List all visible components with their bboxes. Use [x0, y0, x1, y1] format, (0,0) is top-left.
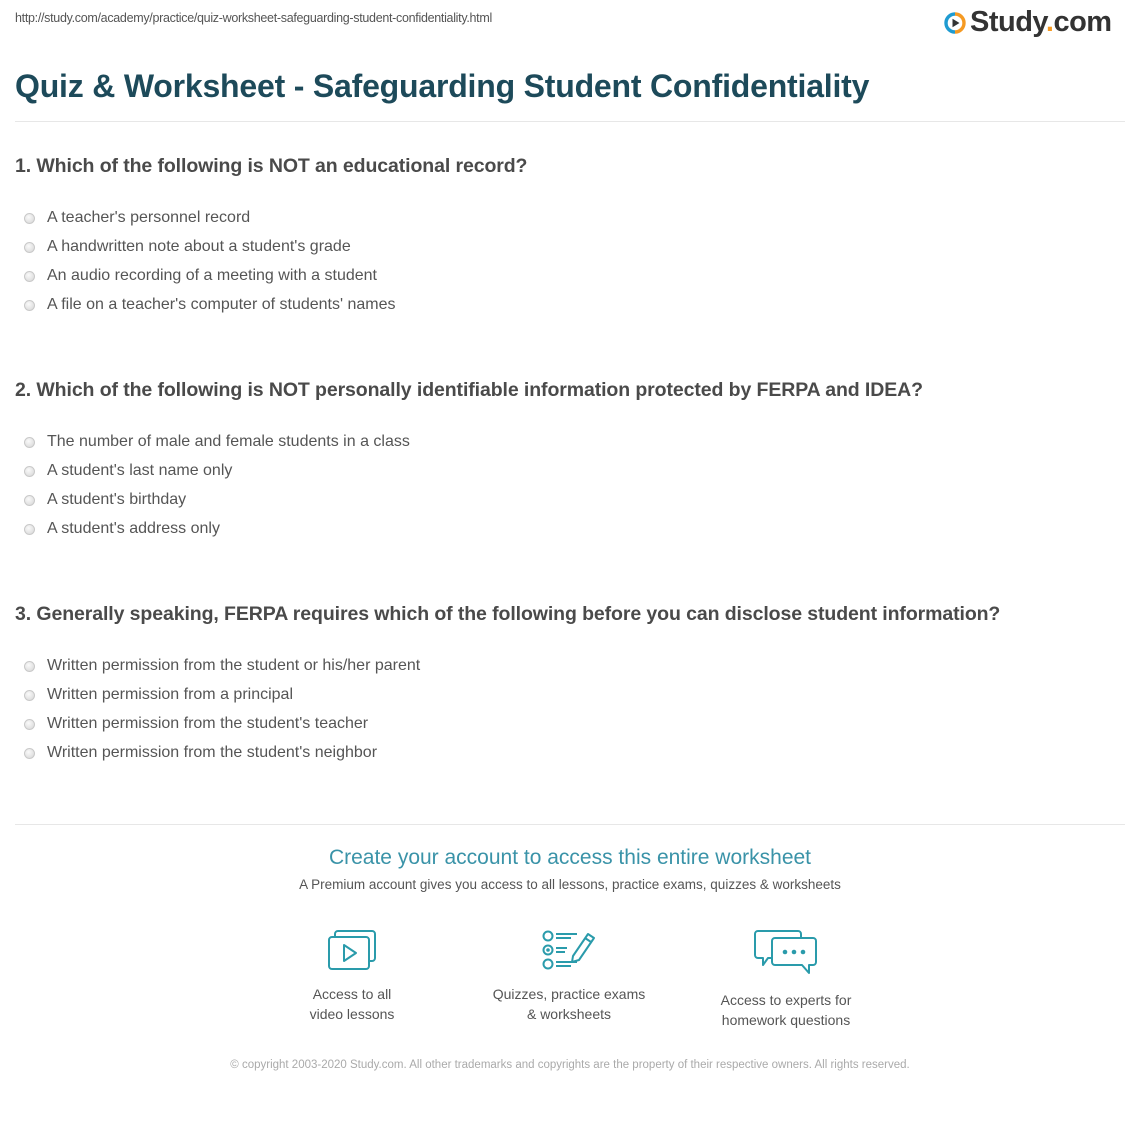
- radio-button[interactable]: [24, 213, 35, 224]
- question-2: [15, 379, 1125, 549]
- answer-label: A handwritten note about a student's grade: [47, 238, 351, 255]
- feature-experts: [686, 928, 886, 1030]
- title-divider: [15, 121, 1125, 122]
- radio-button[interactable]: [24, 300, 35, 311]
- answer-label: A file on a teacher's computer of students' names: [47, 296, 396, 313]
- study-logo-text: Study.com: [970, 6, 1112, 38]
- content-divider: [15, 824, 1125, 825]
- feature-label: Quizzes, practice exams & worksheets: [492, 986, 646, 1022]
- answer-label: Written permission from the student's neighbor: [47, 744, 378, 761]
- answer-list: [15, 646, 1125, 773]
- video-lessons-icon: [326, 928, 378, 972]
- answer-label: The number of male and female students in a class: [47, 433, 410, 450]
- radio-button[interactable]: [24, 495, 35, 506]
- answer-label: Written permission from a principal: [47, 686, 294, 703]
- radio-button[interactable]: [24, 719, 35, 730]
- question-3: [15, 603, 1125, 773]
- radio-button[interactable]: [24, 242, 35, 253]
- page-title: Quiz & Worksheet - Safeguarding Student Confidentiality: [15, 68, 870, 104]
- page-url: http://study.com/academy/practice/quiz-worksheet-safeguarding-student-confidentiality.html: [15, 11, 492, 25]
- question-text: 1. Which of the following is NOT an educational record?: [15, 155, 528, 177]
- feature-label: Access to all video lessons: [309, 986, 395, 1022]
- answer-list: [15, 198, 1125, 325]
- study-logo-icon: [944, 12, 966, 34]
- answer-label: Written permission from the student or his/her parent: [47, 657, 421, 674]
- feature-quizzes: [469, 928, 669, 1024]
- radio-button[interactable]: [24, 524, 35, 535]
- copyright-footer: © copyright 2003-2020 Study.com. All other trademarks and copyrights are the property of their respective owners. All rights reserved.: [230, 1059, 910, 1071]
- create-account-link[interactable]: Create your account to access this entire worksheet: [328, 846, 812, 869]
- study-logo[interactable]: [944, 8, 1112, 37]
- premium-description: A Premium account gives you access to all lessons, practice exams, quizzes & worksheets: [299, 877, 841, 892]
- question-text: 2. Which of the following is NOT personally identifiable information protected by FERPA and IDEA?: [15, 379, 923, 401]
- radio-button[interactable]: [24, 661, 35, 672]
- radio-button[interactable]: [24, 690, 35, 701]
- feature-video-lessons: [252, 928, 452, 1024]
- question-1: [15, 155, 1125, 325]
- feature-label: Access to experts for homework questions: [720, 992, 852, 1028]
- radio-button[interactable]: [24, 748, 35, 759]
- answer-label: Written permission from the student's teacher: [47, 715, 369, 732]
- radio-button[interactable]: [24, 271, 35, 282]
- answer-label: An audio recording of a meeting with a student: [47, 267, 377, 284]
- answer-option[interactable]: [15, 509, 1125, 549]
- answer-list: [15, 422, 1125, 549]
- chat-bubbles-icon: [754, 928, 818, 978]
- answer-option[interactable]: [15, 733, 1125, 773]
- answer-label: A student's last name only: [47, 462, 233, 479]
- radio-button[interactable]: [24, 437, 35, 448]
- answer-label: A teacher's personnel record: [47, 209, 251, 226]
- answer-label: A student's birthday: [47, 491, 187, 508]
- answer-label: A student's address only: [47, 520, 220, 537]
- radio-button[interactable]: [24, 466, 35, 477]
- question-text: 3. Generally speaking, FERPA requires which of the following before you can disclose student information?: [15, 603, 1001, 625]
- answer-option[interactable]: [15, 285, 1125, 325]
- quiz-checklist-icon: [541, 928, 597, 972]
